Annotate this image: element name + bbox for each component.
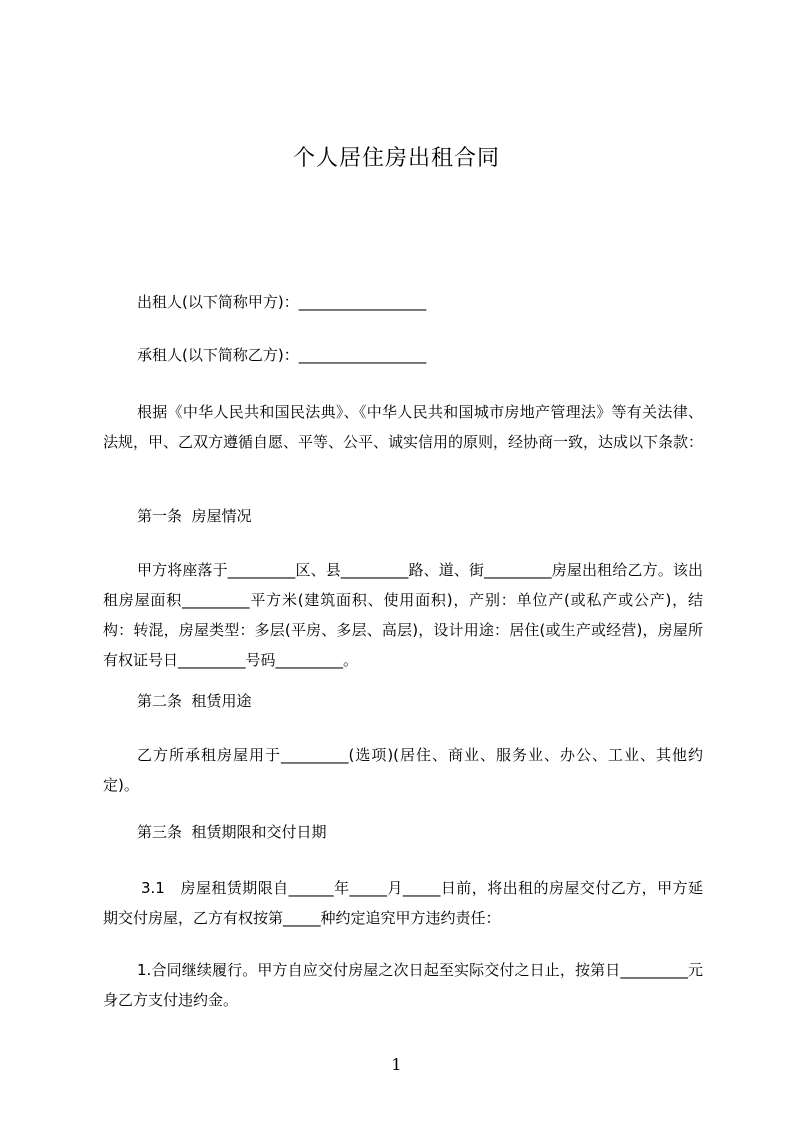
clause-3-1-paragraph: 3.1 房屋租赁期限自______年_____月_____日前，将出租的房屋交付乙方，甲方延期交付房屋，乙方有权按第_____种约定追究甲方违约责任：	[103, 879, 703, 927]
article-3-heading: 第三条 租赁期限和交付日期	[137, 823, 327, 841]
lessor-line: 出租人(以下简称甲方)：_________________	[137, 293, 427, 311]
contract-title: 个人居住房出租合同	[292, 146, 500, 171]
preamble-paragraph: 根据《中华人民共和国民法典》、《中华人民共和国城市房地产管理法》等有关法律、法规，甲、乙双方遵循自愿、平等、公平、诚实信用的原则，经协商一致，达成以下条款：	[103, 403, 704, 451]
article-1-paragraph: 甲方将座落于_________区、县_________路、道、街_________房屋出租给乙方。该出租房屋面积_________平方米(建筑面积、使用面积)，产别：单位产(或私产或公产)，结构：转混，房屋类型：多层(平房、多层、高层)，设计用途：居住(或生产或经营)，房屋所有权证号日_________号码_________。	[103, 561, 703, 669]
article-2-paragraph: 乙方所承租房屋用于_________(选项)(居住、商业、服务业、办公、工业、其他约定)。	[103, 746, 703, 794]
item-1-paragraph: 1.合同继续履行。甲方自应交付房屋之次日起至实际交付之日止，按第日_________元身乙方支付违约金。	[103, 961, 703, 1009]
lessee-line: 承租人(以下简称乙方)：_________________	[137, 346, 427, 364]
article-1-heading: 第一条 房屋情况	[137, 507, 252, 525]
article-2-heading: 第二条 租赁用途	[137, 692, 252, 710]
page-number: 1	[391, 1055, 402, 1074]
